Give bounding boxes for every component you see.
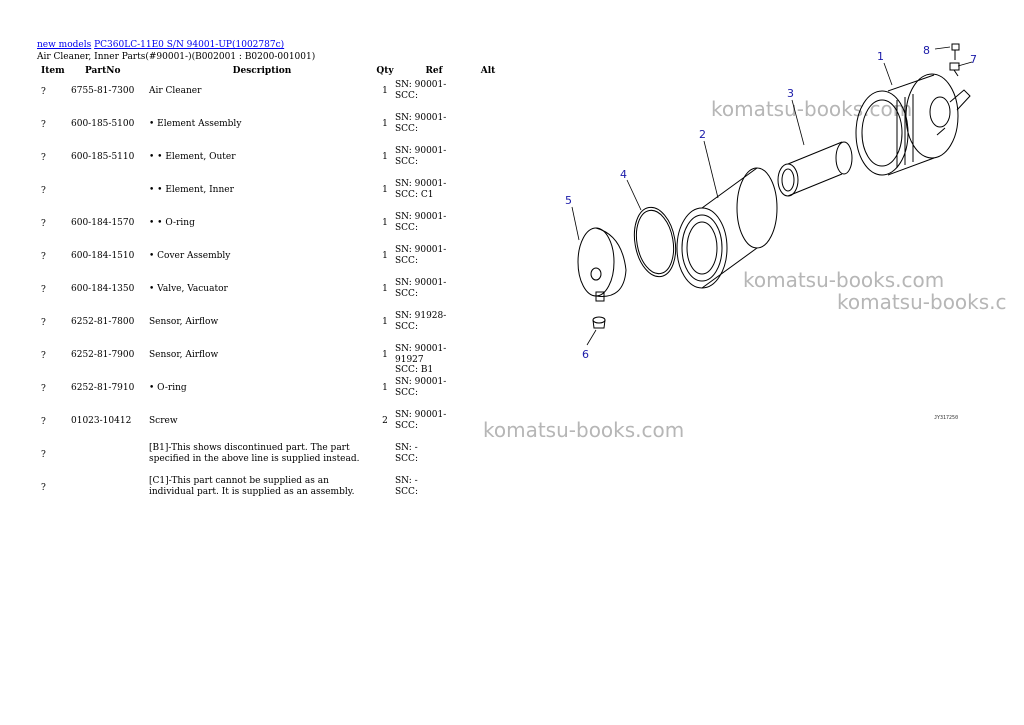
cell-qty: 1	[382, 383, 388, 393]
ref-scc: SCC: C1	[395, 189, 434, 200]
cell-ref	[395, 377, 473, 410]
ref-scc: SCC:	[395, 288, 418, 299]
cell-description: [B1]-This shows discontinued part. The part specified in the above line is supplied instead.	[149, 443, 360, 464]
ref-serial: SN: 90001-	[395, 179, 447, 189]
cell-alt	[473, 278, 503, 311]
diagram-code: JY317250	[934, 415, 959, 421]
breadcrumb-model-link[interactable]: PC360LC-11E0 S/N 94001-UP(1002787c)	[94, 40, 285, 50]
cell-qty: 1	[382, 152, 388, 162]
ref-scc: SCC:	[395, 486, 418, 497]
table-row	[37, 113, 503, 146]
ref-serial: SN: 91928-	[395, 311, 447, 321]
cell-alt	[473, 311, 503, 344]
cell-ref	[395, 476, 473, 509]
cell-alt	[473, 443, 503, 476]
page-subtitle: Air Cleaner, Inner Parts(#90001-)(B002001 : B0200-001001)	[37, 52, 316, 62]
cell-item: ?	[41, 186, 46, 196]
cell-ref	[395, 410, 473, 443]
callout-3: 3	[787, 87, 794, 100]
cell-ref	[395, 179, 473, 212]
cell-ref	[395, 443, 473, 476]
cell-alt	[473, 344, 503, 377]
table-row	[37, 278, 503, 311]
callout-8: 8	[923, 44, 930, 57]
cell-alt	[473, 146, 503, 179]
o-ring-drawing	[629, 204, 681, 280]
table-row	[37, 377, 503, 410]
cell-description: • O-ring	[149, 383, 187, 393]
table-row	[37, 344, 503, 377]
cell-item: ?	[41, 351, 46, 361]
inner-element-drawing	[778, 142, 852, 196]
callout-5: 5	[565, 194, 572, 207]
cell-qty: 1	[382, 284, 388, 294]
ref-serial: SN: 90001-	[395, 245, 447, 255]
outer-element-drawing	[677, 168, 777, 288]
cell-partno: 6755-81-7300	[71, 86, 135, 96]
ref-scc: SCC:	[395, 453, 418, 464]
cell-partno: 01023-10412	[71, 416, 132, 426]
cell-description: • • Element, Inner	[149, 185, 234, 195]
cell-item: ?	[41, 285, 46, 295]
cell-partno: 600-185-5110	[71, 152, 135, 162]
cell-partno: 6252-81-7910	[71, 383, 135, 393]
ref-serial: SN: 90001-91927	[395, 344, 447, 365]
callout-leaders	[572, 47, 972, 345]
cell-alt	[473, 245, 503, 278]
cell-partno: 600-184-1350	[71, 284, 135, 294]
ref-serial: SN: 90001-	[395, 80, 447, 90]
table-row	[37, 146, 503, 179]
cell-alt	[473, 179, 503, 212]
bracket-drawing	[950, 44, 959, 76]
cell-ref	[395, 344, 473, 377]
cell-alt	[473, 113, 503, 146]
vacuator-valve-drawing	[593, 317, 605, 328]
table-row	[37, 179, 503, 212]
cell-partno: 6252-81-7800	[71, 317, 135, 327]
cell-ref	[395, 278, 473, 311]
callout-2: 2	[699, 128, 706, 141]
breadcrumb	[37, 40, 284, 51]
cell-description: • • O-ring	[149, 218, 195, 228]
ref-scc: SCC:	[395, 387, 418, 398]
cell-item: ?	[41, 417, 46, 427]
table-row	[37, 245, 503, 278]
air-cleaner-body-drawing	[856, 74, 970, 175]
header-description: Description	[232, 66, 292, 76]
cell-item: ?	[41, 384, 46, 394]
cell-qty: 1	[382, 350, 388, 360]
table-row	[37, 311, 503, 344]
header-alt: Alt	[480, 66, 496, 76]
cell-item: ?	[41, 483, 46, 493]
ref-serial: SN: 90001-	[395, 212, 447, 222]
cell-qty	[375, 476, 395, 509]
callout-1: 1	[877, 50, 884, 63]
ref-scc: SCC:	[395, 222, 418, 233]
cell-ref	[395, 311, 473, 344]
ref-serial: SN: 90001-	[395, 146, 447, 156]
parts-table-body	[37, 80, 503, 509]
ref-serial: SN: -	[395, 443, 418, 453]
cell-description: Air Cleaner	[149, 86, 202, 96]
cell-ref	[395, 113, 473, 146]
ref-serial: SN: 90001-	[395, 377, 447, 387]
ref-scc: SCC:	[395, 123, 418, 134]
cell-alt	[473, 377, 503, 410]
table-row	[37, 212, 503, 245]
table-row	[37, 80, 503, 113]
cell-qty: 1	[382, 185, 388, 195]
breadcrumb-home-link[interactable]: new models	[37, 40, 92, 50]
cell-qty: 1	[382, 86, 388, 96]
cell-item: ?	[41, 120, 46, 130]
cell-ref	[395, 80, 473, 113]
cell-description: • Valve, Vacuator	[149, 284, 228, 294]
cell-item: ?	[41, 87, 46, 97]
exploded-parts-diagram	[552, 30, 1024, 430]
table-row	[37, 476, 503, 509]
cell-ref	[395, 212, 473, 245]
parts-table	[37, 66, 503, 509]
cover-assembly-drawing	[578, 228, 626, 301]
table-row	[37, 443, 503, 476]
ref-scc: SCC:	[395, 321, 418, 332]
cell-qty: 1	[382, 119, 388, 129]
callout-6: 6	[582, 348, 589, 361]
header-partno: PartNo	[85, 66, 121, 76]
cell-qty: 1	[382, 218, 388, 228]
cell-alt	[473, 476, 503, 509]
cell-description: Sensor, Airflow	[149, 317, 219, 327]
callout-7: 7	[970, 53, 977, 66]
cell-description: Sensor, Airflow	[149, 350, 219, 360]
cell-alt	[473, 212, 503, 245]
cell-qty: 2	[382, 416, 388, 426]
cell-qty: 1	[382, 251, 388, 261]
watermark: komatsu-books.com	[483, 418, 685, 442]
cell-partno: 600-184-1570	[71, 218, 135, 228]
ref-serial: SN: 90001-	[395, 410, 447, 420]
cell-qty	[375, 443, 395, 476]
cell-item: ?	[41, 219, 46, 229]
table-row	[37, 410, 503, 443]
cell-item: ?	[41, 252, 46, 262]
cell-partno: 6252-81-7900	[71, 350, 135, 360]
ref-serial: SN: -	[395, 476, 418, 486]
cell-item: ?	[41, 450, 46, 460]
watermark: komatsu-books.com	[711, 97, 913, 121]
header-qty: Qty	[376, 66, 394, 76]
cell-partno	[71, 443, 149, 476]
ref-scc: SCC:	[395, 90, 418, 101]
cell-partno: 600-184-1510	[71, 251, 135, 261]
cell-description: Screw	[149, 416, 178, 426]
ref-scc: SCC:	[395, 255, 418, 266]
cell-qty: 1	[382, 317, 388, 327]
cell-item: ?	[41, 318, 46, 328]
header-ref: Ref	[425, 66, 443, 76]
table-header-row	[37, 66, 503, 80]
watermark: komatsu-books.com	[743, 268, 945, 292]
cell-ref	[395, 146, 473, 179]
ref-scc: SCC:	[395, 420, 418, 431]
ref-scc: SCC:	[395, 156, 418, 167]
watermark: komatsu-books.c	[837, 290, 1007, 314]
cell-partno	[71, 476, 149, 509]
cell-description: • Element Assembly	[149, 119, 242, 129]
cell-description: • • Element, Outer	[149, 152, 236, 162]
ref-serial: SN: 90001-	[395, 278, 447, 288]
cell-alt	[473, 80, 503, 113]
cell-description: • Cover Assembly	[149, 251, 231, 261]
cell-ref	[395, 245, 473, 278]
header-item: Item	[41, 66, 65, 76]
callout-4: 4	[620, 168, 627, 181]
cell-partno: 600-185-5100	[71, 119, 135, 129]
cell-description: [C1]-This part cannot be supplied as an individual part. It is supplied as an assembly.	[149, 476, 355, 497]
ref-serial: SN: 90001-	[395, 113, 447, 123]
cell-partno	[71, 179, 149, 212]
ref-scc: SCC: B1	[395, 365, 434, 375]
cell-item: ?	[41, 153, 46, 163]
